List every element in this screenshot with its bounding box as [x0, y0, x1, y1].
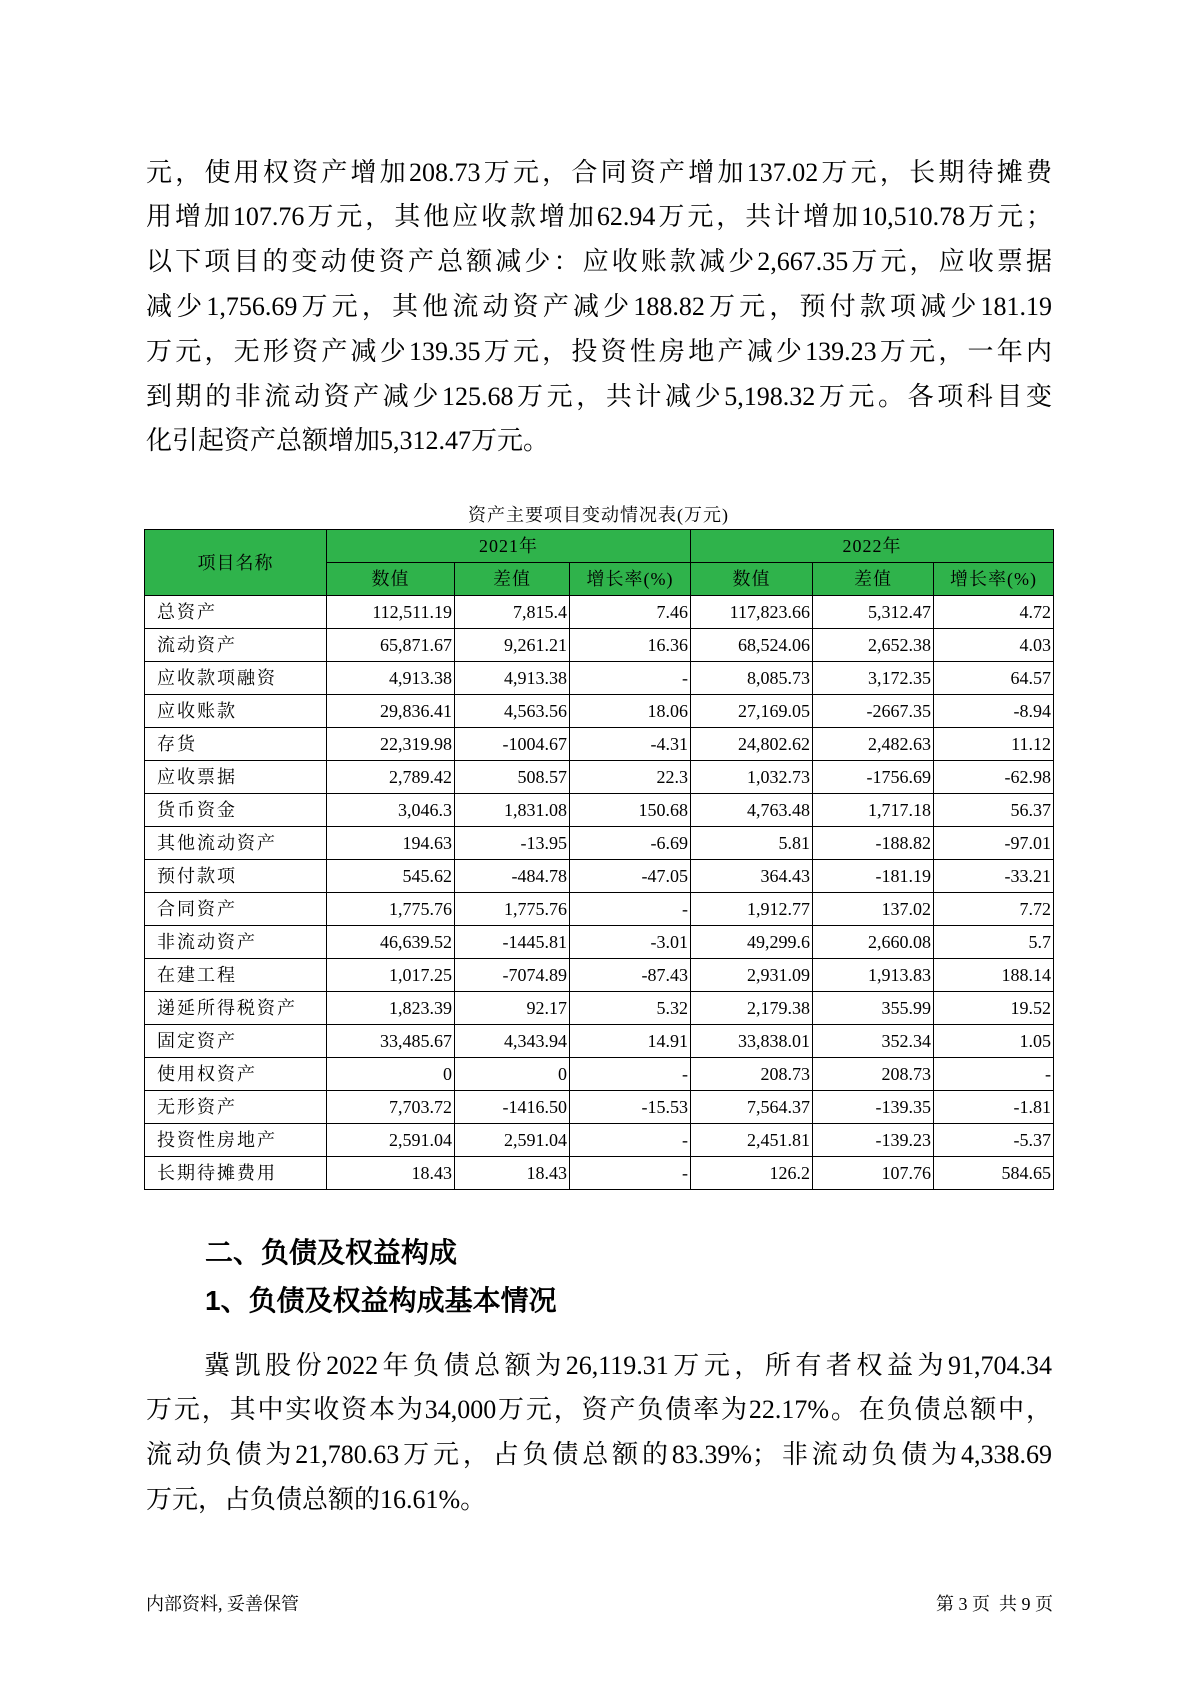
cell-value-2022: 49,299.6 [691, 926, 813, 959]
subsection-heading: 1、负债及权益构成基本情况 [205, 1285, 557, 1316]
cell-diff-2022: 2,482.63 [813, 728, 934, 761]
row-label: 合同资产 [145, 893, 327, 926]
table-row [145, 629, 1054, 662]
header-year-2022: 2022年 [691, 530, 1054, 563]
table-row [145, 959, 1054, 992]
cell-diff-2022: -188.82 [813, 827, 934, 860]
cell-growth-2022: 4.72 [934, 596, 1054, 629]
cell-diff-2021: 92.17 [455, 992, 570, 1025]
row-label: 在建工程 [145, 959, 327, 992]
cell-value-2021: 112,511.19 [327, 596, 455, 629]
cell-growth-2021: - [570, 893, 691, 926]
table-row [145, 992, 1054, 1025]
row-label: 使用权资产 [145, 1058, 327, 1091]
cell-growth-2021: -3.01 [570, 926, 691, 959]
table-body [145, 596, 1054, 1190]
table-header [145, 530, 1054, 596]
cell-diff-2021: 1,831.08 [455, 794, 570, 827]
text-line: 化引起资产总额增加5,312.47万元。 [146, 426, 550, 456]
table-row [145, 926, 1054, 959]
table-header-row-years [145, 530, 1054, 563]
page-footer [146, 1592, 1053, 1616]
cell-value-2021: 3,046.3 [327, 794, 455, 827]
cell-growth-2022: 56.37 [934, 794, 1054, 827]
cell-value-2022: 4,763.48 [691, 794, 813, 827]
cell-growth-2022: -1.81 [934, 1091, 1054, 1124]
row-label: 应收账款 [145, 695, 327, 728]
cell-growth-2021: -47.05 [570, 860, 691, 893]
cell-diff-2021: -1004.67 [455, 728, 570, 761]
cell-value-2021: 29,836.41 [327, 695, 455, 728]
cell-value-2022: 126.2 [691, 1157, 813, 1190]
header-growth-2021: 增长率(%) [570, 563, 691, 596]
cell-value-2022: 208.73 [691, 1058, 813, 1091]
table-row [145, 794, 1054, 827]
cell-diff-2021: 9,261.21 [455, 629, 570, 662]
table-row [145, 1157, 1054, 1190]
cell-value-2022: 27,169.05 [691, 695, 813, 728]
table-row [145, 827, 1054, 860]
cell-growth-2021: - [570, 1157, 691, 1190]
cell-growth-2021: 18.06 [570, 695, 691, 728]
row-label: 预付款项 [145, 860, 327, 893]
section-heading: 二、负债及权益构成 [205, 1237, 458, 1268]
cell-growth-2021: - [570, 1124, 691, 1157]
cell-value-2021: 1,775.76 [327, 893, 455, 926]
text-line: 万元，无形资产减少139.35万元，投资性房地产减少139.23万元，一年内 [146, 336, 1052, 366]
table-row [145, 761, 1054, 794]
cell-value-2021: 22,319.98 [327, 728, 455, 761]
cell-value-2022: 1,032.73 [691, 761, 813, 794]
cell-growth-2021: -4.31 [570, 728, 691, 761]
table-row [145, 893, 1054, 926]
cell-diff-2021: 1,775.76 [455, 893, 570, 926]
cell-value-2021: 65,871.67 [327, 629, 455, 662]
cell-value-2021: 545.62 [327, 860, 455, 893]
text-line: 万元，其中实收资本为34,000万元，资产负债率为22.17%。在负债总额中， [146, 1395, 1052, 1425]
table-row [145, 860, 1054, 893]
text-line: 流动负债为21,780.63万元，占负债总额的83.39%；非流动负债为4,338.69 [146, 1440, 1052, 1470]
cell-growth-2022: 188.14 [934, 959, 1054, 992]
row-label: 其他流动资产 [145, 827, 327, 860]
text-line: 元，使用权资产增加208.73万元，合同资产增加137.02万元，长期待摊费 [146, 157, 1052, 187]
cell-diff-2021: 4,913.38 [455, 662, 570, 695]
cell-growth-2022: 7.72 [934, 893, 1054, 926]
cell-value-2022: 364.43 [691, 860, 813, 893]
table-caption: 资产主要项目变动情况表(万元) [468, 505, 729, 525]
cell-value-2022: 7,564.37 [691, 1091, 813, 1124]
cell-growth-2022: 584.65 [934, 1157, 1054, 1190]
footer-page-number: 第 3 页 共 9 页 [936, 1594, 1053, 1614]
table-row [145, 728, 1054, 761]
cell-growth-2022: -8.94 [934, 695, 1054, 728]
cell-value-2021: 2,789.42 [327, 761, 455, 794]
text-line: 到期的非流动资产减少125.68万元，共计减少5,198.32万元。各项科目变 [146, 381, 1052, 411]
header-diff-2021: 差值 [455, 563, 570, 596]
cell-diff-2021: -484.78 [455, 860, 570, 893]
text-line: 减少1,756.69万元，其他流动资产减少188.82万元，预付款项减少181.19 [146, 291, 1052, 321]
cell-value-2021: 33,485.67 [327, 1025, 455, 1058]
text-line: 冀凯股份2022年负债总额为26,119.31万元，所有者权益为91,704.34 [204, 1350, 1052, 1380]
cell-value-2022: 33,838.01 [691, 1025, 813, 1058]
row-label: 投资性房地产 [145, 1124, 327, 1157]
cell-growth-2021: 150.68 [570, 794, 691, 827]
cell-value-2022: 2,179.38 [691, 992, 813, 1025]
row-label: 流动资产 [145, 629, 327, 662]
header-growth-2022: 增长率(%) [934, 563, 1054, 596]
text-line: 以下项目的变动使资产总额减少：应收账款减少2,667.35万元，应收票据 [146, 247, 1052, 277]
cell-diff-2022: 2,660.08 [813, 926, 934, 959]
cell-diff-2021: -1445.81 [455, 926, 570, 959]
text-line: 用增加107.76万元，其他应收款增加62.94万元，共计增加10,510.78万元； [146, 202, 1052, 232]
cell-growth-2021: 14.91 [570, 1025, 691, 1058]
cell-value-2021: 18.43 [327, 1157, 455, 1190]
cell-diff-2022: 355.99 [813, 992, 934, 1025]
footer-confidential-note: 内部资料, 妥善保管 [146, 1594, 299, 1614]
cell-diff-2022: -139.35 [813, 1091, 934, 1124]
cell-value-2021: 7,703.72 [327, 1091, 455, 1124]
cell-diff-2021: 2,591.04 [455, 1124, 570, 1157]
text-line: 万元，占负债总额的16.61%。 [146, 1484, 487, 1514]
cell-growth-2022: -5.37 [934, 1124, 1054, 1157]
cell-diff-2021: -1416.50 [455, 1091, 570, 1124]
asset-change-table [144, 529, 1054, 1190]
cell-growth-2022: - [934, 1058, 1054, 1091]
cell-value-2022: 2,931.09 [691, 959, 813, 992]
body-paragraph-asset-changes [146, 151, 1052, 465]
cell-diff-2022: 5,312.47 [813, 596, 934, 629]
row-label: 货币资金 [145, 794, 327, 827]
cell-growth-2021: 5.32 [570, 992, 691, 1025]
cell-diff-2021: 4,563.56 [455, 695, 570, 728]
header-diff-2022: 差值 [813, 563, 934, 596]
cell-value-2021: 1,823.39 [327, 992, 455, 1025]
table-row [145, 1058, 1054, 1091]
row-label: 递延所得税资产 [145, 992, 327, 1025]
cell-value-2022: 1,912.77 [691, 893, 813, 926]
table-row [145, 695, 1054, 728]
cell-diff-2022: -2667.35 [813, 695, 934, 728]
row-label: 应收款项融资 [145, 662, 327, 695]
cell-value-2021: 4,913.38 [327, 662, 455, 695]
row-label: 应收票据 [145, 761, 327, 794]
cell-diff-2022: 208.73 [813, 1058, 934, 1091]
cell-diff-2022: -139.23 [813, 1124, 934, 1157]
cell-growth-2021: 7.46 [570, 596, 691, 629]
cell-growth-2021: -6.69 [570, 827, 691, 860]
cell-growth-2021: - [570, 1058, 691, 1091]
cell-value-2022: 68,524.06 [691, 629, 813, 662]
header-item-name: 项目名称 [145, 530, 327, 596]
cell-growth-2022: -62.98 [934, 761, 1054, 794]
row-label: 无形资产 [145, 1091, 327, 1124]
row-label: 存货 [145, 728, 327, 761]
cell-growth-2021: 22.3 [570, 761, 691, 794]
row-label: 总资产 [145, 596, 327, 629]
cell-diff-2021: 7,815.4 [455, 596, 570, 629]
cell-diff-2022: 1,717.18 [813, 794, 934, 827]
header-value-2021: 数值 [327, 563, 455, 596]
cell-value-2021: 46,639.52 [327, 926, 455, 959]
cell-diff-2022: -1756.69 [813, 761, 934, 794]
cell-diff-2021: 0 [455, 1058, 570, 1091]
cell-value-2022: 8,085.73 [691, 662, 813, 695]
table-row [145, 1124, 1054, 1157]
cell-value-2022: 5.81 [691, 827, 813, 860]
table-row [145, 1091, 1054, 1124]
row-label: 固定资产 [145, 1025, 327, 1058]
cell-growth-2022: 5.7 [934, 926, 1054, 959]
cell-value-2022: 24,802.62 [691, 728, 813, 761]
cell-diff-2021: 508.57 [455, 761, 570, 794]
header-value-2022: 数值 [691, 563, 813, 596]
cell-value-2021: 2,591.04 [327, 1124, 455, 1157]
cell-growth-2021: -15.53 [570, 1091, 691, 1124]
cell-diff-2021: -13.95 [455, 827, 570, 860]
cell-diff-2021: 18.43 [455, 1157, 570, 1190]
cell-value-2022: 2,451.81 [691, 1124, 813, 1157]
cell-growth-2021: 16.36 [570, 629, 691, 662]
cell-value-2021: 1,017.25 [327, 959, 455, 992]
cell-diff-2022: -181.19 [813, 860, 934, 893]
table-row [145, 596, 1054, 629]
cell-growth-2021: - [570, 662, 691, 695]
cell-value-2022: 117,823.66 [691, 596, 813, 629]
cell-growth-2021: -87.43 [570, 959, 691, 992]
cell-growth-2022: -97.01 [934, 827, 1054, 860]
cell-growth-2022: 19.52 [934, 992, 1054, 1025]
cell-growth-2022: 64.57 [934, 662, 1054, 695]
row-label: 非流动资产 [145, 926, 327, 959]
cell-growth-2022: 4.03 [934, 629, 1054, 662]
cell-growth-2022: 11.12 [934, 728, 1054, 761]
table-row [145, 662, 1054, 695]
header-year-2021: 2021年 [327, 530, 691, 563]
cell-growth-2022: 1.05 [934, 1025, 1054, 1058]
cell-diff-2021: 4,343.94 [455, 1025, 570, 1058]
cell-value-2021: 0 [327, 1058, 455, 1091]
cell-diff-2022: 2,652.38 [813, 629, 934, 662]
row-label: 长期待摊费用 [145, 1157, 327, 1190]
cell-growth-2022: -33.21 [934, 860, 1054, 893]
cell-value-2021: 194.63 [327, 827, 455, 860]
cell-diff-2022: 107.76 [813, 1157, 934, 1190]
body-paragraph-liabilities [146, 1344, 1052, 1523]
cell-diff-2022: 352.34 [813, 1025, 934, 1058]
cell-diff-2021: -7074.89 [455, 959, 570, 992]
cell-diff-2022: 137.02 [813, 893, 934, 926]
cell-diff-2022: 3,172.35 [813, 662, 934, 695]
table-row [145, 1025, 1054, 1058]
cell-diff-2022: 1,913.83 [813, 959, 934, 992]
